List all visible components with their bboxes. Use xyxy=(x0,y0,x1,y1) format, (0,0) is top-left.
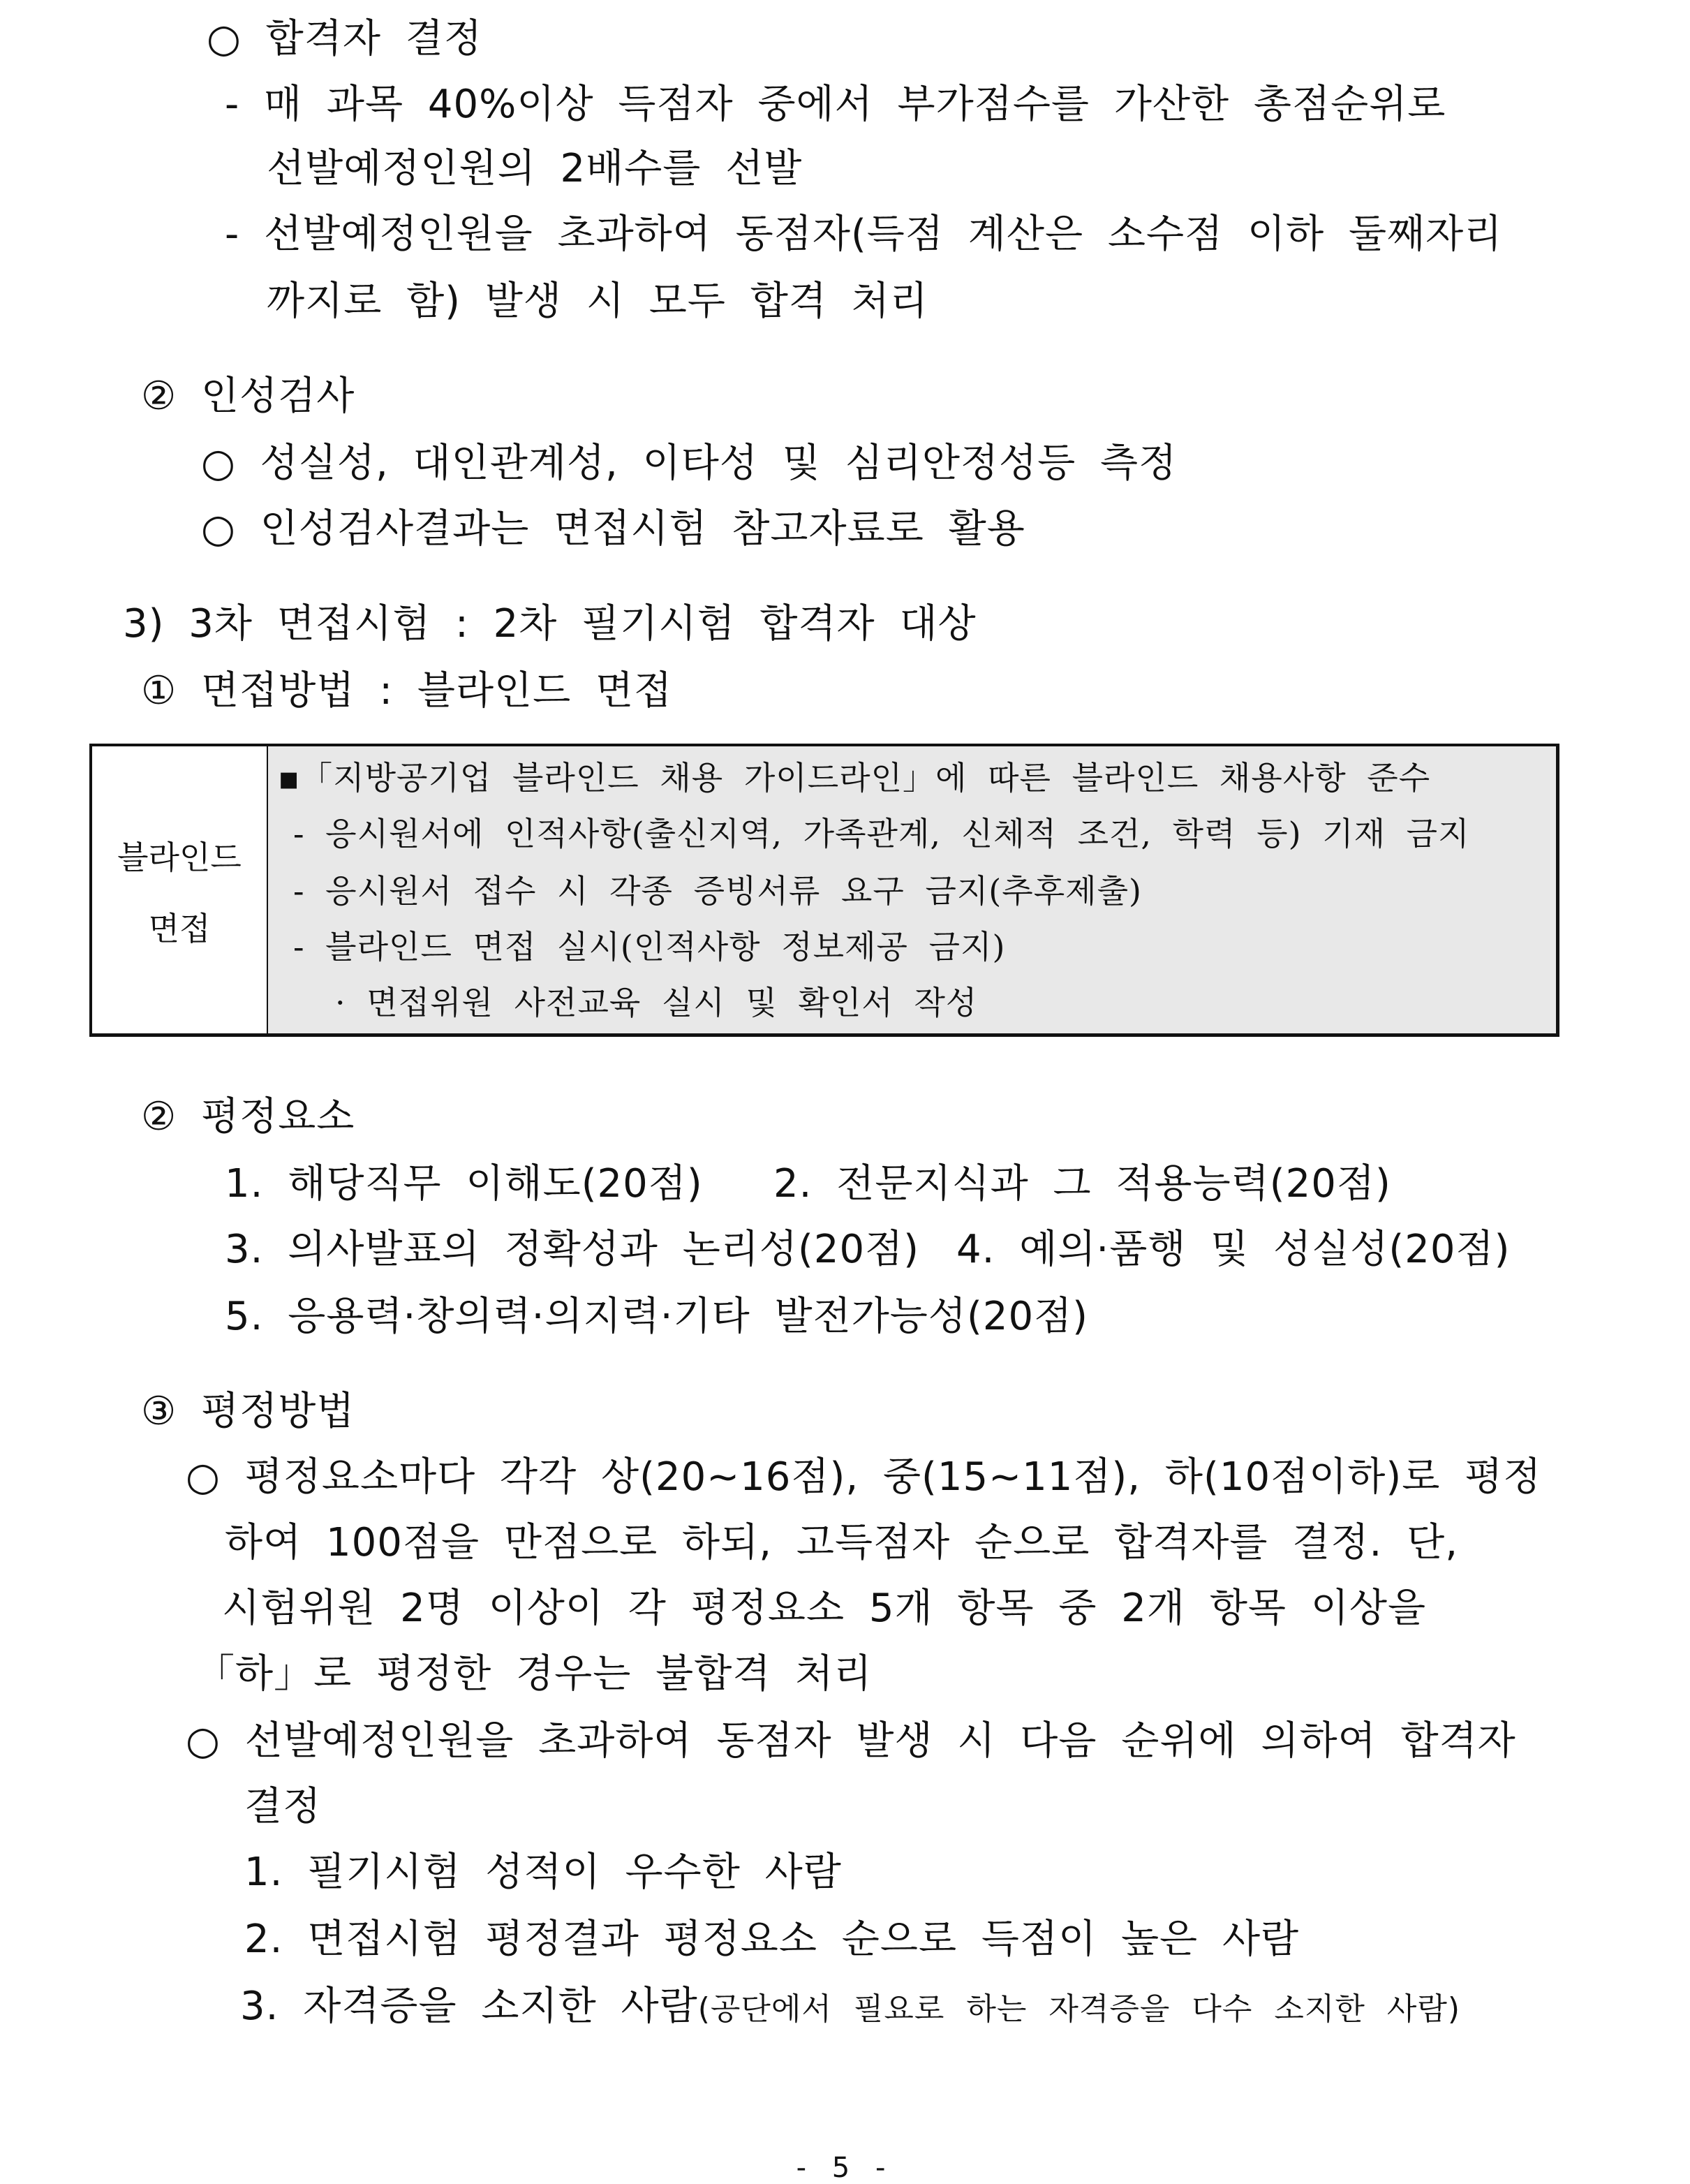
blind-interview-label-line-1: 블라인드 xyxy=(117,839,242,876)
blind-rule-documents: - 응시원서 접수 시 각종 증빙서류 요구 금지(추후제출) xyxy=(293,872,1142,910)
pass-rule-2-line-1: - 선발예정인원을 초과하여 동점자(득점 계산은 소수점 이하 둘째자리 xyxy=(225,212,1503,257)
personality-test-heading: ② 인성검사 xyxy=(141,374,355,419)
personality-test-item-2: ○ 인성검사결과는 면접시험 참고자료로 활용 xyxy=(201,506,1025,552)
evaluation-element-3: 3. 의사발표의 정확성과 논리성(20점) xyxy=(225,1227,920,1272)
personality-test-item-1: ○ 성실성, 대인관계성, 이타성 및 심리안정성등 측정 xyxy=(201,441,1178,486)
blind-rule-interview: - 블라인드 면접 실시(인적사항 정보제공 금지) xyxy=(293,928,1006,966)
evaluation-method-p1-line-3: 시험위원 2명 이상이 각 평정요소 5개 항목 중 2개 항목 이상을 xyxy=(222,1586,1427,1631)
pass-rule-1-line-2: 선발예정인원의 2배수를 선발 xyxy=(267,146,803,191)
blind-rule-application-form: - 응시원서에 인적사항(출신지역, 가족관계, 신체적 조건, 학력 등) 기재 금지 xyxy=(293,815,1470,853)
evaluation-method-p1-line-4: 「하」로 평정한 경우는 불합격 처리 xyxy=(195,1651,873,1697)
pass-decision-heading: ○ 합격자 결정 xyxy=(207,16,482,61)
tiebreak-rule-1: 1. 필기시험 성적이 우수한 사람 xyxy=(244,1850,842,1895)
blind-interview-content-cell xyxy=(268,746,1556,1033)
pass-rule-2-line-2: 까지로 함) 발생 시 모두 합격 처리 xyxy=(267,279,928,324)
tiebreak-rule-3-note: (공단에서 필요로 하는 자격증을 다수 소지한 사람) xyxy=(697,1991,1461,2027)
blind-interview-label-line-2: 면접 xyxy=(148,910,211,947)
evaluation-method-p2-line-1: ○ 선발예정인원을 초과하여 동점자 발생 시 다음 순위에 의하여 합격자 xyxy=(186,1718,1516,1764)
page-number: - 5 - xyxy=(796,2152,894,2184)
evaluation-element-2: 2. 전문지식과 그 적용능력(20점) xyxy=(773,1161,1391,1207)
pass-rule-1-line-1: - 매 과목 40%이상 득점자 중에서 부가점수를 가산한 총점순위로 xyxy=(225,82,1446,127)
evaluation-method-p2-line-2: 결정 xyxy=(244,1784,322,1829)
evaluation-method-p1-line-1: ○ 평정요소마다 각각 상(20~16점), 중(15~11점), 하(10점이하)로 평정 xyxy=(186,1454,1542,1500)
blind-interview-box xyxy=(89,744,1559,1037)
evaluation-element-5: 5. 응용력·창의력·의지력·기타 발전가능성(20점) xyxy=(225,1294,1089,1339)
evaluation-method-heading: ③ 평정방법 xyxy=(141,1389,355,1434)
blind-rule-main: ▪「지방공기업 블라인드 채용 가이드라인」에 따른 블라인드 채용사항 준수 xyxy=(278,759,1431,797)
evaluation-element-1: 1. 해당직무 이해도(20점) xyxy=(225,1161,703,1207)
blind-interview-label-cell xyxy=(92,746,268,1033)
tiebreak-rule-2: 2. 면접시험 평정결과 평정요소 순으로 득점이 높은 사람 xyxy=(244,1917,1300,1962)
blind-rule-training: · 면접위원 사전교육 실시 및 확인서 작성 xyxy=(335,984,978,1021)
evaluation-element-4: 4. 예의·품행 및 성실성(20점) xyxy=(956,1227,1511,1272)
tiebreak-rule-3 xyxy=(240,1984,1461,2029)
evaluation-elements-heading: ② 평정요소 xyxy=(141,1094,355,1139)
evaluation-method-p1-line-2: 하여 100점을 만점으로 하되, 고득점자 순으로 합격자를 결정. 단, xyxy=(225,1520,1458,1565)
interview-heading: 3) 3차 면접시험 : 2차 필기시험 합격자 대상 xyxy=(123,601,977,647)
interview-method-heading: ① 면접방법 : 블라인드 면접 xyxy=(141,668,673,714)
tiebreak-rule-3-main: 3. 자격증을 소지한 사람 xyxy=(240,1984,698,2029)
